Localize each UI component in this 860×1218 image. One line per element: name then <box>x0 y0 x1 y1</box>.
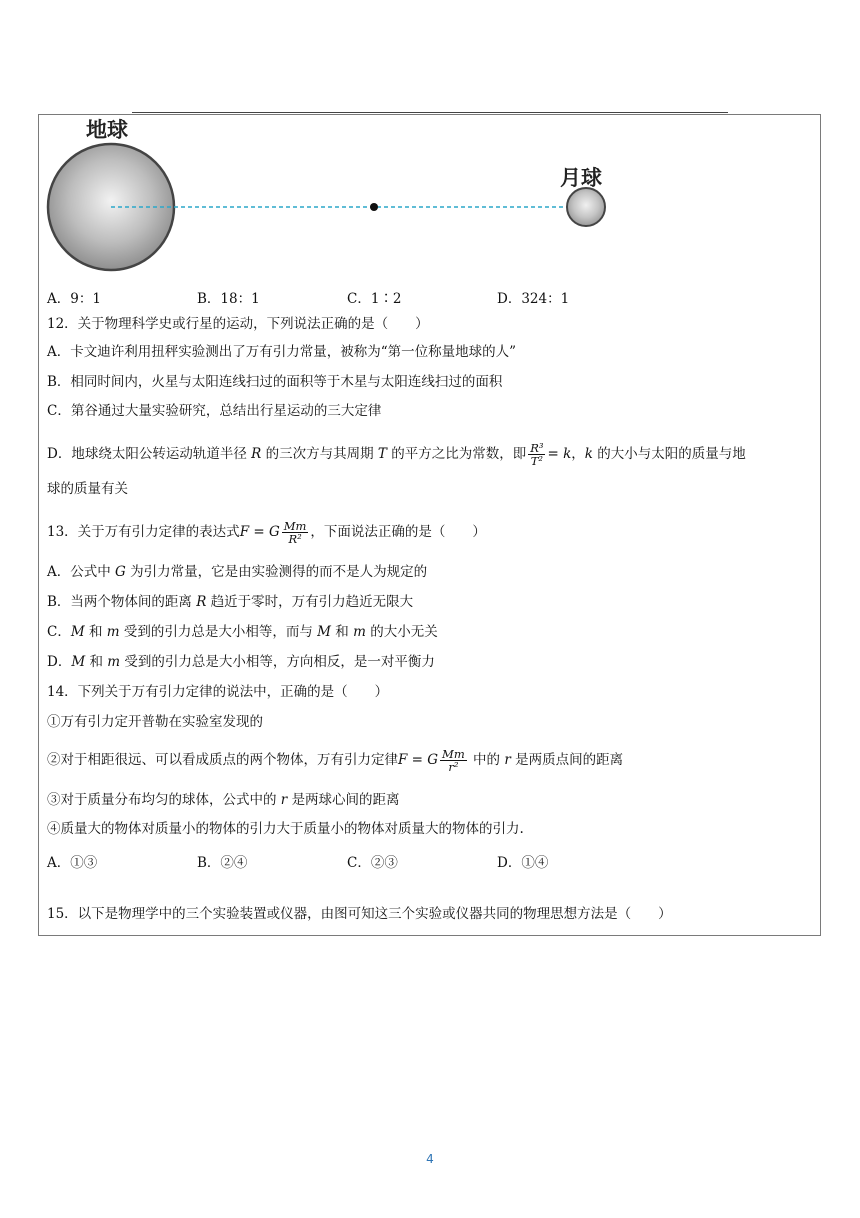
q13-option-c <box>47 626 438 640</box>
q13-a-var-g: G <box>115 564 126 580</box>
moon-circle <box>567 188 605 226</box>
header-rule <box>132 112 728 113</box>
q13-c-var-m-upper: M <box>70 624 85 640</box>
q13-d-text-1: D． <box>47 654 72 670</box>
q12-option-c: C．第谷通过大量实验研究，总结出行星运动的三大定律 <box>47 403 382 419</box>
q14-s2-formula-lhs: F = G <box>398 752 439 768</box>
earth-moon-diagram <box>44 114 624 279</box>
q13-c-var-m-lower: m <box>106 624 120 640</box>
q14-s3-text-2: 是两球心间的距离 <box>291 792 400 808</box>
q12-d-var-k: k <box>584 446 593 462</box>
q12-d-text-2: 的三次方与其周期 <box>265 446 374 462</box>
q13-stem-text-2: ，下面说法正确的是（ ） <box>310 524 486 540</box>
q13-stem <box>47 514 486 550</box>
q13-c-var-m-upper-2: M <box>317 624 331 640</box>
q12-d-equals-k: = k <box>547 446 572 462</box>
q14-s2-frac-num: Mm <box>442 746 465 761</box>
q12-d-text-5: 的大小与太阳的质量与地 <box>597 446 746 462</box>
q13-a-text-1: A．公式中 <box>47 564 111 580</box>
q12-d-frac-num: R³ <box>530 440 544 455</box>
q13-b-text-1: B．当两个物体间的距离 <box>47 594 192 610</box>
q13-d-var-m-lower: m <box>107 654 121 670</box>
q13-d-text-2: 和 <box>89 654 103 670</box>
q12-d-text-4: ， <box>571 446 585 462</box>
q13-stem-text-1: 13．关于万有引力定律的表达式 <box>47 524 240 540</box>
q14-s2-fraction <box>440 748 467 773</box>
center-point <box>370 203 378 211</box>
q14-stem: 14．下列关于万有引力定律的说法中，正确的是（ ） <box>47 684 389 700</box>
q11-option-d: D．324：1 <box>497 291 570 307</box>
page-number: 4 <box>426 1152 434 1166</box>
q13-c-text-4: 和 <box>335 624 349 640</box>
q13-frac-num: Mm <box>283 518 307 533</box>
moon-label: 月球 <box>560 166 602 190</box>
q14-s2-text-1: ②对于相距很远、可以看成质点的两个物体，万有引力定律 <box>47 752 398 768</box>
q14-option-d: D．①④ <box>497 855 549 871</box>
q13-fraction <box>282 520 309 545</box>
q12-option-d <box>47 436 746 472</box>
q14-s2-var-r: r <box>504 752 511 768</box>
q12-d-var-r: R <box>251 446 262 462</box>
q14-statement-2 <box>47 742 623 778</box>
q14-s2-text-2: 中的 <box>473 752 501 768</box>
q13-b-text-2: 趋近于零时，万有引力趋近无限大 <box>210 594 414 610</box>
q13-formula-lhs: F = G <box>239 524 280 540</box>
q13-c-text-3: 受到的引力总是大小相等，而与 <box>123 624 313 640</box>
q13-option-d <box>47 656 435 670</box>
q11-option-b: B．18：1 <box>197 291 260 307</box>
earth-label: 地球 <box>86 118 128 142</box>
q12-d-text-1: D．地球绕太阳公转运动轨道半径 <box>47 446 247 462</box>
q14-option-a: A．①③ <box>47 855 98 871</box>
q12-d-var-t: T <box>377 446 387 462</box>
q12-d-fraction <box>528 442 545 467</box>
q13-c-var-m-lower-2: m <box>353 624 366 640</box>
q14-statement-1: ①万有引力定开普勒在实验室发现的 <box>47 714 263 730</box>
q12-d-frac-den: T² <box>530 454 543 468</box>
q14-s2-text-3: 是两质点间的距离 <box>515 752 624 768</box>
q11-option-c: C．1∶2 <box>347 291 402 307</box>
q12-d-text-3: 的平方之比为常数，即 <box>391 446 527 462</box>
q14-statement-3 <box>47 794 400 808</box>
q12-stem: 12．关于物理科学史或行星的运动，下列说法正确的是（ ） <box>47 316 429 332</box>
q14-option-b: B．②④ <box>197 855 248 871</box>
q13-option-b <box>47 596 413 610</box>
q13-a-text-2: 为引力常量，它是由实验测得的而不是人为规定的 <box>130 564 428 580</box>
q14-option-c: C．②③ <box>347 855 398 871</box>
q13-c-text-2: 和 <box>88 624 103 640</box>
q13-c-text-5: 的大小无关 <box>370 624 438 640</box>
q14-s3-text-1: ③对于质量分布均匀的球体，公式中的 <box>47 792 277 808</box>
q13-d-var-m-upper: M <box>71 654 86 670</box>
q11-option-a: A．9：1 <box>47 291 101 307</box>
q12-option-b: B．相同时间内，火星与太阳连线扫过的面积等于木星与太阳连线扫过的面积 <box>47 374 503 390</box>
q14-s3-var-r: r <box>280 792 288 808</box>
q13-d-text-3: 受到的引力总是大小相等，方向相反，是一对平衡力 <box>124 654 435 670</box>
q14-s2-frac-den: r² <box>448 760 459 774</box>
q12-option-a: A．卡文迪许利用扭秤实验测出了万有引力常量，被称为“第一位称量地球的人” <box>47 344 517 360</box>
q13-b-var-r: R <box>196 594 207 610</box>
q14-statement-4: ④质量大的物体对质量小的物体的引力大于质量小的物体对质量大的物体的引力. <box>47 821 524 837</box>
q13-c-text-1: C． <box>47 624 71 640</box>
q12-option-d-cont: 球的质量有关 <box>47 481 128 497</box>
earth-moon-figure <box>44 114 624 279</box>
q13-frac-den: R² <box>288 532 302 546</box>
q15-stem: 15．以下是物理学中的三个实验装置或仪器，由图可知这三个实验或仪器共同的物理思想方法是（ ） <box>47 906 672 922</box>
q13-option-a <box>47 566 427 580</box>
